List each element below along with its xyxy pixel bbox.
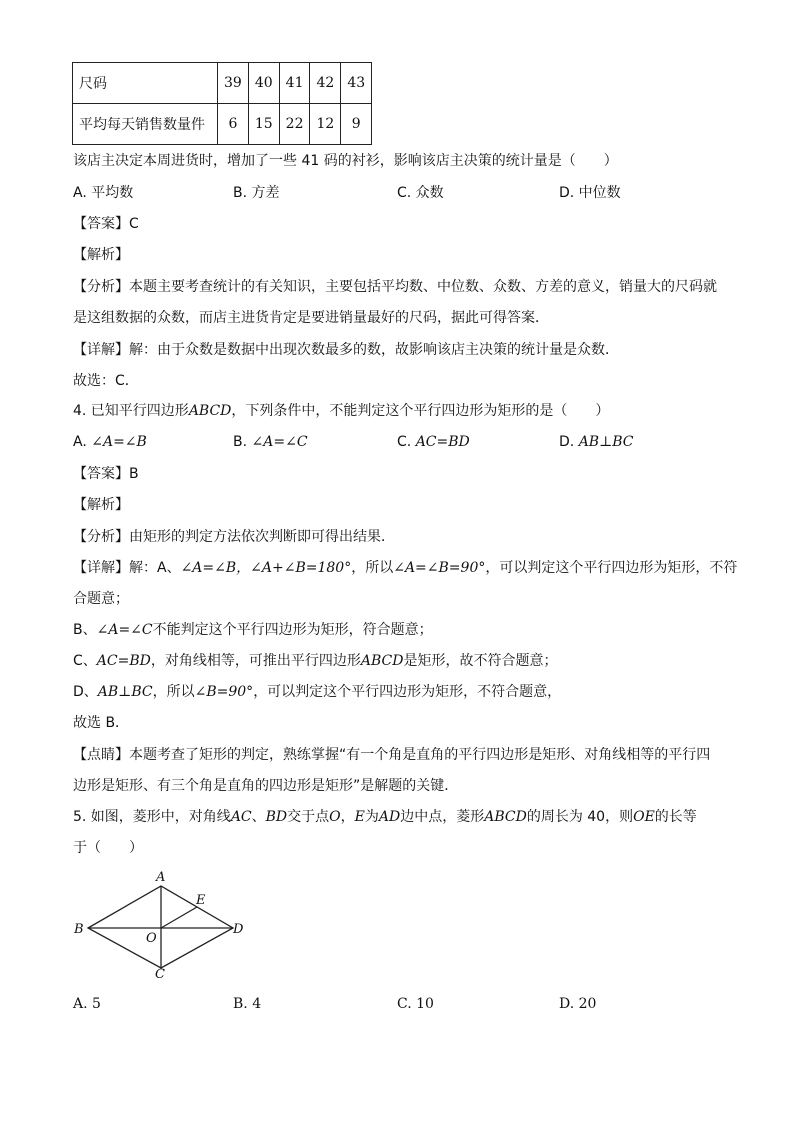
q3-fenxi-line2: 是这组数据的众数，而店主进货肯定是要进销量最好的尺码，据此可得答案． — [73, 310, 549, 326]
q3-option-d: D. 中位数 — [559, 185, 621, 201]
label-c: C — [155, 967, 165, 980]
stem-text: 的长等 — [654, 809, 697, 825]
q5-option-c: C. 10 — [397, 996, 434, 1012]
q4-fenxi: 【分析】由矩形的判定方法依次判断即可得出结果． — [73, 529, 395, 545]
detail-text: ，对角线相等，可推出平行四边形 — [150, 653, 361, 669]
table-cell: 12 — [310, 104, 341, 145]
stem-math: E — [354, 809, 365, 825]
q3-option-c: C. 众数 — [397, 185, 444, 201]
table-cell: 42 — [310, 63, 341, 104]
q4-detail-d — [73, 682, 561, 702]
table-cell: 9 — [341, 104, 372, 145]
stem-text: 为 — [364, 809, 379, 825]
table-cell: 6 — [218, 104, 249, 145]
q3-fenxi-line1: 【分析】本题主要考查统计的有关知识，主要包括平均数、中位数、众数、方差的意义，销量大的尺码就 — [73, 279, 717, 295]
q4-detail-line2: 合题意； — [73, 591, 129, 607]
table-cell: 22 — [279, 104, 310, 145]
q5-option-a: A. 5 — [73, 996, 101, 1012]
table-row — [73, 104, 372, 145]
table-cell: 43 — [341, 63, 372, 104]
stem-text: ， — [340, 809, 355, 825]
detail-math: ∠B=90° — [194, 684, 254, 700]
detail-math: AB⊥BC — [97, 684, 153, 700]
q4-stem-math: ABCD — [188, 403, 232, 419]
detail-text: C、 — [73, 653, 97, 669]
detail-math: AC=BD — [96, 653, 151, 669]
table-cell: 40 — [248, 63, 279, 104]
detail-text: 是矩形，故不符合题意； — [403, 653, 558, 669]
stem-text: 5. 如图，菱形中，对角线 — [73, 809, 231, 825]
option-label: C. — [397, 434, 416, 450]
stem-text: 的周长为 40，则 — [526, 809, 634, 825]
rhombus-figure — [70, 868, 260, 980]
stem-math: BD — [265, 809, 288, 825]
q4-option-a — [73, 432, 147, 452]
q4-detail-line1 — [73, 558, 737, 578]
label-e: E — [196, 893, 206, 908]
detail-text: B、 — [73, 622, 97, 638]
label-d: D — [233, 922, 244, 937]
q3-choose: 故选：C． — [73, 373, 139, 389]
table-cell: 41 — [279, 63, 310, 104]
option-math: ∠A=∠C — [251, 434, 308, 450]
table-row-label: 尺码 — [73, 63, 218, 104]
detail-math: ∠A=∠B，∠A+∠B=180° — [180, 560, 352, 576]
detail-text: 【详解】解：A、 — [73, 560, 181, 576]
q4-dianjing-line2: 边形是矩形、有三个角是直角的四边形是矩形”是解题的关键． — [73, 778, 459, 794]
q3-analysis-heading: 【解析】 — [73, 247, 129, 263]
size-sales-table — [72, 62, 372, 145]
q4-stem-text: ，下列条件中，不能判定这个平行四边形为矩形的是（ ） — [231, 403, 610, 419]
stem-math: ABCD — [484, 809, 527, 825]
q4-option-c — [397, 432, 470, 452]
q3-option-b: B. 方差 — [233, 185, 280, 201]
q4-stem — [73, 401, 609, 421]
q4-detail-c — [73, 651, 557, 671]
detail-text: ，所以 — [152, 684, 195, 700]
q3-detail: 【详解】解：由于众数是数据中出现次数最多的数，故影响该店主决策的统计量是众数． — [73, 342, 619, 358]
q5-option-d: D. 20 — [559, 996, 597, 1012]
q3-stem: 该店主决定本周进货时，增加了一些 41 码的衬衫，影响该店主决策的统计量是（ ） — [73, 153, 618, 169]
q4-choose: 故选 B． — [73, 715, 130, 731]
q4-detail-b — [73, 620, 433, 640]
option-label: A. — [73, 434, 92, 450]
stem-text: 边中点，菱形 — [400, 809, 485, 825]
stem-text: 交于点 — [287, 809, 330, 825]
detail-math: ∠A=∠C — [96, 622, 153, 638]
q5-stem-line2: 于（ ） — [73, 840, 143, 856]
label-o: O — [146, 931, 157, 946]
q4-answer: 【答案】B — [73, 466, 139, 482]
detail-math: ABCD — [360, 653, 404, 669]
option-math: ∠A=∠B — [91, 434, 147, 450]
label-a: A — [156, 870, 166, 885]
q4-stem-text: 4. 已知平行四边形 — [73, 403, 189, 419]
stem-math: AD — [378, 809, 401, 825]
detail-text: 不能判定这个平行四边形为矩形，符合题意； — [152, 622, 433, 638]
detail-text: ，所以 — [351, 560, 394, 576]
stem-text: 、 — [251, 809, 266, 825]
table-cell: 15 — [248, 104, 279, 145]
table-cell: 39 — [218, 63, 249, 104]
detail-text: ，可以判定这个平行四边形为矩形，不符 — [485, 560, 738, 576]
stem-math: O — [329, 809, 341, 825]
detail-text: D、 — [73, 684, 98, 700]
q3-option-a: A. 平均数 — [73, 185, 134, 201]
q4-option-d — [559, 432, 634, 452]
stem-math: OE — [633, 809, 655, 825]
q4-option-b — [233, 432, 308, 452]
detail-text: ，可以判定这个平行四边形为矩形，不符合题意， — [253, 684, 562, 700]
detail-math: ∠A=∠B=90° — [393, 560, 486, 576]
table-row — [73, 63, 372, 104]
option-math: AB⊥BC — [578, 434, 634, 450]
segment-oe — [161, 907, 197, 928]
option-label: B. — [233, 434, 252, 450]
label-b: B — [74, 922, 84, 937]
option-math: AC=BD — [415, 434, 470, 450]
q3-answer: 【答案】C — [73, 216, 139, 232]
q5-stem — [73, 807, 697, 827]
q4-dianjing-line1: 【点睛】本题考查了矩形的判定，熟练掌握“有一个角是直角的平行四边形是矩形、对角线相等的平行四 — [73, 747, 711, 763]
option-label: D. — [559, 434, 579, 450]
q4-analysis-heading: 【解析】 — [73, 497, 129, 513]
table-row-label: 平均每天销售数量件 — [73, 104, 218, 145]
q5-option-b: B. 4 — [233, 996, 262, 1012]
stem-math: AC — [230, 809, 252, 825]
